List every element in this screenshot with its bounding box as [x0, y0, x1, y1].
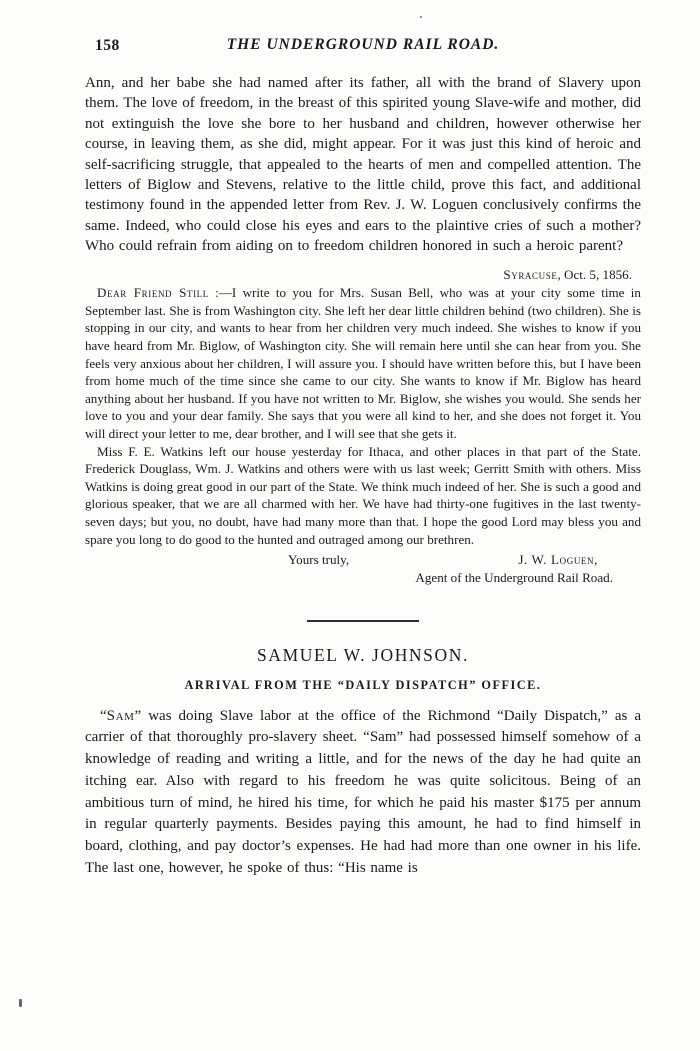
letter-closing-row [85, 551, 641, 569]
scan-artifact [19, 999, 22, 1007]
running-title: THE UNDERGROUND RAIL ROAD. [226, 36, 500, 53]
letter-paragraph-1-text: :—I write to you for Mrs. Susan Bell, who was at your city some time in September last. She is from Washington city. She left her dear little children behind (two children). She is stopping in our city, and wants to hear from her children very much indeed. She wishes to know if you have heard from Mr. Biglow, of Washington city. She will remain here until she can hear from you. She feels very anxious about her children, I will assure you. I should have written before this, but I have been from home much of the time since she came to our city. She wants to know if Mr. Biglow has heard anything about her husband. If you have not written to Mr. Biglow, she wishes you would. She sends her love to you and your dear family. She says that you were all kind to her, and she does not forget it. You will direct your letter to me, dear brother, and I will see that she gets it. [85, 285, 641, 441]
dateline-date: , Oct. 5, 1856. [557, 266, 632, 282]
letter-paragraph-1 [85, 284, 641, 442]
section-first-word: Sam [106, 707, 135, 724]
open-quote: “ [100, 707, 107, 724]
letter-signature: J. W. Loguen, [518, 552, 598, 568]
dateline-place: Syracuse [503, 266, 558, 282]
letter-salutation: Dear Friend Still [97, 285, 209, 301]
letter-block [85, 266, 641, 587]
intro-paragraph: Ann, and her babe she had named after its father, all with the brand of Slavery upon them. The love of freedom, in the breast of this spirited young Slave-wife and mother, did not extinguish the love she bore to her husband and children, however otherwise her course, in leaving them, as she did, might appear. For it was just this kind of heroic and self-sacrificing struggle, that appealed to the hearts of men and compelled attention. The letters of Biglow and Stevens, relative to the little child, prove this fact, and additional testimony found in the appended letter from Rev. J. W. Loguen conclusively confirms the same. Indeed, who could close his eyes and ears to the plaintive cries of such a mother? Who could refrain from aiding on to freedom children honored in such a heroic parent? [85, 75, 641, 255]
page-number: 158 [95, 37, 120, 54]
page-header [85, 36, 641, 58]
scan-artifact [420, 16, 422, 18]
section-divider-rule [307, 620, 419, 622]
section-paragraph [85, 706, 641, 880]
section-paragraph-text: ” was doing Slave labor at the office of the Richmond “Daily Dispatch,” as a carrier of that thoroughly pro-slavery sheet. “Sam” had possessed himself somehow of a knowledge of reading and writing a little, and for the news of the day he had quite an itching ear. Also with regard to his freedom he was quite solicitous. Being of an ambitious turn of mind, he hired his time, for which he paid his master $175 per annum in regular quarterly payments. Besides paying this amount, he had to find himself in board, clothing, and pay doctor’s expenses. He had had more than one owner in his life. The last one, however, he spoke of thus: “His name is [85, 707, 641, 876]
letter-dateline [85, 266, 641, 284]
letter-paragraph-2: Miss F. E. Watkins left our house yesterday for Ithaca, and other places in that part of the State. Frederick Douglass, Wm. J. Watkins and others were with us last week; Gerritt Smith with others. Miss Watkins is doing great good in our part of the State. We think much indeed of her. She is such a good and glorious speaker, that we are all charmed with her. We have had thirty-one fugitives in the last twenty-seven days; but you, no doubt, have had many more than that. I hope the good Lord may bless you and spare you long to do good to the hunted and outraged among our brethren. [85, 443, 641, 547]
letter-signature-role: Agent of the Underground Rail Road. [415, 570, 613, 586]
letter-closing: Yours truly, [288, 552, 350, 568]
section-subheading: ARRIVAL FROM THE “DAILY DISPATCH” OFFICE. [184, 677, 542, 692]
section-heading: SAMUEL W. JOHNSON. [257, 644, 469, 665]
